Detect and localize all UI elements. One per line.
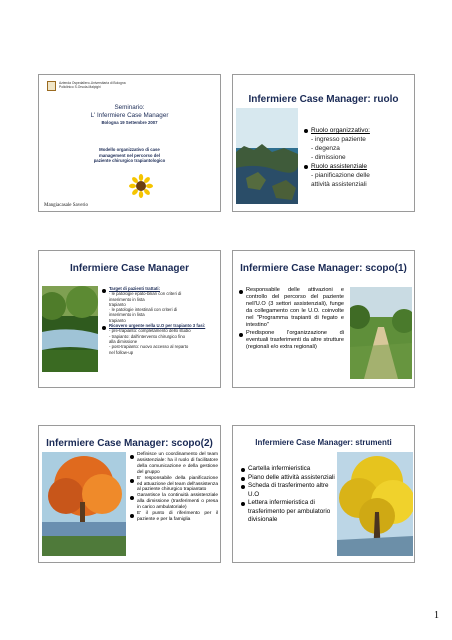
list-item: Definisce un coordinamento del team assistenziale: ha il ruolo di facilitatore della comunicazione e della gestione del gruppo bbox=[130, 452, 218, 476]
sub-item: · le patologie intestinali con criteri di bbox=[109, 307, 178, 313]
list-item: Piano delle attività assistenziali bbox=[241, 474, 337, 483]
sub-item: - ingresso paziente bbox=[311, 136, 366, 143]
sub-item: - dimissione bbox=[311, 154, 346, 161]
list-item: Scheda di trasferimento altre U.O bbox=[241, 482, 337, 499]
list-item: E' il punto di riferimento per il paziente e per la famiglia bbox=[130, 511, 218, 523]
slide-title: Infermiere Case Manager: scopo(2) bbox=[46, 438, 213, 449]
slide-title: Infermiere Case Manager bbox=[70, 263, 189, 274]
slide-1-title bbox=[38, 74, 221, 212]
sub-item: alla dimissione bbox=[109, 338, 138, 344]
countryside-path-photo bbox=[350, 287, 412, 379]
sub-item: - trapianto: dall'intervento chirurgico fino bbox=[109, 333, 186, 339]
list-item: Cartella infermieristica bbox=[241, 465, 337, 474]
scope-list bbox=[130, 452, 218, 523]
sub-item: - post-trapianto: nuovo accesso al reparto bbox=[109, 344, 189, 350]
sub-item: nel follow-up bbox=[109, 349, 134, 355]
sub-item: inserimento in lista bbox=[109, 296, 145, 302]
slide-title: Infermiere Case Manager: strumenti bbox=[255, 438, 392, 447]
organization-line: Azienda Ospedaliero-Universitaria di Bologna bbox=[59, 81, 126, 85]
list-item bbox=[304, 126, 412, 162]
sub-item: trapianto bbox=[109, 317, 126, 323]
sub-item: - degenza bbox=[311, 145, 340, 152]
organization-name bbox=[59, 81, 126, 89]
list-item: Predispone l'organizzazione di eventuali trasferimenti da altre strutture (regionali e/o extra regionali) bbox=[239, 330, 344, 351]
forest-river-photo bbox=[42, 286, 98, 372]
slide-3-target bbox=[38, 250, 221, 388]
sub-item: inserimento in lista bbox=[109, 312, 145, 318]
page-number: 1 bbox=[434, 610, 439, 621]
sub-item: - pre-trapianto: completamento dello studio bbox=[109, 328, 191, 334]
organization-line: Policlinico S.Orsola-Malpighi bbox=[59, 85, 101, 89]
seminar-line: Seminario: bbox=[114, 104, 145, 111]
sub-item: · le patologie epato-biliari con criteri di bbox=[109, 291, 182, 297]
subtitle-line: paziente chirurgico trapiantologico bbox=[93, 158, 166, 163]
list-item: Garantisce la continuità assistenziale alla dimissione (trasferimenti o presa in carico ambulatoriale) bbox=[130, 493, 218, 511]
list-item: Responsabile delle attivazioni e controllo del percorso del paziente nell'U.O (3 settori assistenziali), funge da collegamento con le U.O. coinvolte nel "Programma trapianti di fegato e intestino" bbox=[239, 287, 344, 330]
seminar-heading bbox=[39, 104, 220, 119]
yellow-tree-photo bbox=[337, 452, 413, 556]
presentation-subtitle bbox=[39, 147, 220, 164]
target-list bbox=[102, 286, 218, 355]
sub-item: - pianificazione delle bbox=[311, 172, 370, 179]
sub-item: attività assistenziali bbox=[311, 181, 367, 188]
sub-item: trapianto bbox=[109, 301, 126, 307]
slide-title: Infermiere Case Manager: scopo(1) bbox=[240, 263, 407, 274]
item-label: Ricovero urgente nella U.O per trapianto 3 fasi: bbox=[109, 323, 206, 329]
seminar-line: L' Infermiere Case Manager bbox=[90, 111, 169, 119]
sunflower-image bbox=[129, 174, 153, 198]
list-item bbox=[304, 162, 412, 189]
seminar-date: Bologna 19 Settembre 2007 bbox=[101, 120, 158, 125]
slide-4-scopo-1 bbox=[232, 250, 415, 388]
hospital-logo bbox=[47, 81, 56, 91]
tools-list bbox=[241, 465, 337, 525]
list-item: E' responsabile della pianificazione ed attuazione del team dell'assistenza al paziente chirurgico trapiantato bbox=[130, 476, 218, 494]
subtitle-line: Modello organizzativo di case bbox=[99, 147, 160, 152]
slide-5-scopo-2 bbox=[38, 425, 221, 563]
scope-list bbox=[239, 287, 344, 351]
list-item: Lettera infermieristica di trasferimento per ambulatorio divisionale bbox=[241, 499, 337, 525]
autumn-tree-lake-photo bbox=[42, 452, 126, 556]
item-label: Target di pazienti trattati: bbox=[109, 286, 161, 291]
role-list bbox=[304, 126, 412, 189]
item-label: Ruolo organizzativo: bbox=[311, 127, 370, 134]
slide-2-ruolo bbox=[232, 74, 415, 212]
author-name: Mangiacasale Saverio bbox=[44, 203, 89, 208]
slide-6-strumenti bbox=[232, 425, 415, 563]
slide-title: Infermiere Case Manager: ruolo bbox=[248, 94, 399, 105]
list-item bbox=[102, 286, 218, 323]
item-label: Ruolo assistenziale bbox=[311, 163, 368, 170]
list-item bbox=[102, 323, 218, 355]
subtitle-line: management nel percorso del bbox=[99, 152, 160, 158]
coastline-photo bbox=[236, 108, 298, 204]
